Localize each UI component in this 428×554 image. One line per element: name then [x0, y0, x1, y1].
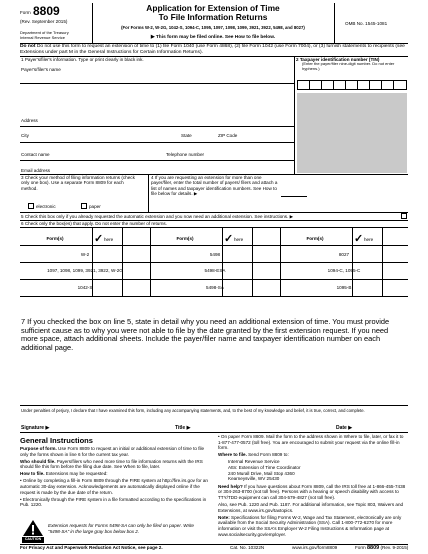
- contact-name-label: Contact name: [21, 152, 50, 157]
- instruction-paragraph: Purpose of form. Use Form 8809 to request an initial or additional extension of time to file only the forms shown in line 6 for the current tax year.: [20, 446, 205, 457]
- col-header-here-1: here: [104, 237, 114, 242]
- form-checkbox[interactable]: [93, 246, 122, 262]
- table-cell: 1042-S: [77, 285, 93, 290]
- mailing-address: Internal Revenue Service Attn: Extension of Time Coordinator 240 Murall Drive, Mail Stop 4360 Kearneysville, WV 25430: [228, 459, 301, 482]
- col-header-forms-2: Form(s): [176, 236, 194, 241]
- irs-url: www.irs.gov/form8809: [292, 545, 338, 550]
- paper-checkbox[interactable]: [81, 203, 87, 209]
- table-cell: 1094-C, 1095-C: [327, 268, 361, 273]
- table-cell: 1097, 1098, 1099, 3921, 3922, W-2G: [47, 268, 123, 273]
- line3-label: 3 Check your method of filing information returns (check only one box). Use a separate Form 8809 for each method.: [21, 175, 135, 191]
- tin-instruction: (Enter the payer/filer nine-digit number. Do not enter hyphens.): [302, 61, 395, 71]
- address-field[interactable]: [21, 112, 291, 126]
- omb-number: OMB No. 1545-1081: [345, 21, 388, 26]
- col-header-here-2: here: [234, 237, 244, 242]
- form-number: 8809: [33, 4, 60, 18]
- form-checkbox[interactable]: [223, 246, 252, 262]
- explanation-field[interactable]: [21, 355, 405, 405]
- instruction-paragraph: • On paper Form 8809. Mail the form to the address shown in Where to file, later, or fax it to 1-877-477-0572 (toll free). You are encouraged to submit your request via the online fill-in form.: [218, 434, 404, 451]
- signature-label: Signature ▶: [21, 425, 50, 431]
- form-label: Form: [20, 10, 31, 15]
- catalog-number: Cat. No. 10322N: [230, 545, 265, 550]
- instruction-paragraph: • Online by completing a fill-in Form 8809 through the FIRE system at http://fire.irs.gov for an automatic 30-day extension. Acknowledgements are automatically displayed online if the request is made by the due date of the return.: [20, 478, 208, 495]
- checkmark-icon: ✓: [94, 233, 104, 245]
- department-label: Department of the Treasury: [20, 30, 69, 35]
- state-label: State: [181, 133, 192, 138]
- line6-label: 6 Check only the box(es) that apply. Do not enter the number of returns.: [21, 221, 167, 226]
- table-cell: 5498: [209, 252, 221, 257]
- zip-field[interactable]: [218, 128, 292, 142]
- additional-extension-checkbox[interactable]: [401, 213, 407, 219]
- col-header-here-3: here: [364, 237, 374, 242]
- do-not-use-notice: Do not Do not use this form to request an extension of time to (1) file Form 1040 (use Form 4868), (2) file Form 1042 (use Form 7004), or (3) furnish statements to recipients (see Extensions under part M in the General Instructions for Certain Information Returns).: [20, 44, 405, 55]
- col-header-forms-3: Form(s): [306, 236, 324, 241]
- table-cell: 1095-B: [336, 285, 352, 290]
- perjury-statement: Under penalties of perjury, I declare that I have examined this form, including any accompanying statements, and, to the best of my knowledge and belief, it is true, correct, and complete.: [21, 408, 365, 413]
- footer-form-id: Form 8809 (Rev. 9-2015): [355, 545, 409, 551]
- date-label: Date ▶: [336, 425, 353, 431]
- revision-date: (Rev. September 2015): [20, 19, 68, 24]
- form-checkbox[interactable]: [93, 280, 122, 296]
- checkmark-icon: ✓: [354, 233, 364, 245]
- form-checkbox[interactable]: [353, 280, 382, 296]
- line7-label: 7 If you checked the box on line 5, state in detail why you need an additional extension of time. You must provide sufficient cause as to why you were not able to file by the date granted by the first extension request. If you need more space, attach additional sheets. Include the payer/filer name and taxpayer identification number on each additional page.: [21, 317, 390, 352]
- form-checkbox[interactable]: [353, 246, 382, 262]
- signature-field[interactable]: [52, 421, 172, 431]
- email-label: Email address: [21, 168, 51, 173]
- privacy-notice: For Privacy Act and Paperwork Reduction Act Notice, see page 2.: [20, 545, 163, 550]
- instruction-paragraph: How to file. Extensions may be requested:: [20, 471, 108, 477]
- city-label: City: [21, 133, 29, 138]
- instruction-paragraph: • Electronically through the FIRE system in a file formatted according to the specifications in Pub. 1220.: [20, 496, 207, 508]
- title-field[interactable]: [192, 421, 332, 431]
- email-field[interactable]: [21, 162, 291, 174]
- tin-input[interactable]: [297, 80, 407, 90]
- table-cell: W-2: [80, 252, 90, 257]
- state-field[interactable]: [181, 128, 213, 142]
- address-label: Address: [21, 118, 38, 123]
- paper-label: paper: [89, 204, 101, 209]
- telephone-label: Telephone number: [166, 152, 205, 157]
- payer-name-label: Payer's/filer's name: [21, 67, 61, 72]
- form-checkbox[interactable]: [353, 263, 382, 279]
- form-checkbox[interactable]: [93, 263, 122, 279]
- telephone-field[interactable]: [166, 146, 292, 160]
- instruction-paragraph: Note: Specifications for filing Forms W-2, Wage and Tax Statement, electronically are only available from the Social Security Administration (SSA). Call 1-800-772-6270 for more information or visit the SSA's Employer W-2 Filing Instructions & Information page at www.socialsecurity.gov/employer.: [218, 514, 402, 537]
- instruction-paragraph: Need help? If you have questions about Form 8809, call the IRS toll free at 1-866-455-7438 or 304-263-8700 (not toll free). Persons with a hearing or speech disability with access to TTY/TDD equipment can call 304-579-4827 (not toll free).: [218, 483, 406, 500]
- line4-label: 4 If you are requesting an extension for more than one payer/filer, enter the total number of payers/ filers and attach a list of names and taxpayer identification numbers. See How to file below for details. ▶: [151, 175, 278, 197]
- form-title-line2: To File Information Returns: [158, 12, 268, 22]
- line1-label: 1 Payer's/filer's information. Type or print clearly in black ink.: [21, 57, 144, 62]
- payer-name-field[interactable]: [21, 73, 291, 83]
- tin-gray-box: [297, 93, 407, 173]
- general-instructions-heading: General Instructions: [20, 436, 93, 445]
- contact-name-field[interactable]: [21, 146, 151, 160]
- form-title-line1: Application for Extension of Time: [146, 3, 280, 13]
- table-cell: 8027: [338, 252, 350, 257]
- payer-count-field[interactable]: [281, 196, 307, 197]
- date-field[interactable]: [352, 421, 406, 431]
- title-label: Title ▶: [175, 425, 191, 431]
- city-field[interactable]: [21, 128, 176, 142]
- form-checkbox[interactable]: [223, 263, 252, 279]
- line5-label: 5 Check this box only if you already requested the automatic extension and you now need an additional extension. See instructions. ▶: [21, 214, 294, 219]
- electronic-checkbox[interactable]: [28, 203, 34, 209]
- checkmark-icon: ✓: [224, 233, 234, 245]
- electronic-label: electronic: [36, 204, 56, 209]
- instructions-left-column: [20, 446, 208, 509]
- irs-label: Internal Revenue Service: [20, 34, 65, 40]
- form-checkbox[interactable]: [223, 280, 252, 296]
- caution-text: Extension requests for Forms 5498-SA can only be filed on paper. Write "5498-SA" in the large gray box below box 2.: [48, 523, 194, 534]
- instruction-paragraph: Also, see Pub. 1220 and Pub. 1187. For additional information, see Topic 803, Waivers and Extensions, at www.irs.gov/taxtopics.: [218, 502, 404, 513]
- zip-label: ZIP Code: [218, 133, 238, 138]
- caution-label: CAUTION: [24, 537, 42, 541]
- table-cell: 5498-SA: [206, 285, 224, 290]
- col-header-forms-1: Form(s): [46, 236, 64, 241]
- forms-covered: (For Forms W-2, W-2G, 1042-S, 1094-C, 1095, 1097, 1098, 1099, 3921, 3922, 5498, and 8027): [121, 25, 305, 30]
- instruction-paragraph: Who should file. Payers/filers who need more time to file information returns with the IRS should file this form before the filing due date. See When to file, later.: [20, 458, 203, 470]
- tin-label: 2 Taxpayer identification number (TIN): [296, 57, 380, 62]
- filed-online-note: ▶ This form may be filed online. See How to file below.: [150, 35, 276, 40]
- instructions-right-column: [218, 434, 408, 539]
- instruction-paragraph: Where to file. Send Form 8809 to:: [218, 452, 289, 458]
- table-cell: 5498-ESA: [204, 268, 226, 273]
